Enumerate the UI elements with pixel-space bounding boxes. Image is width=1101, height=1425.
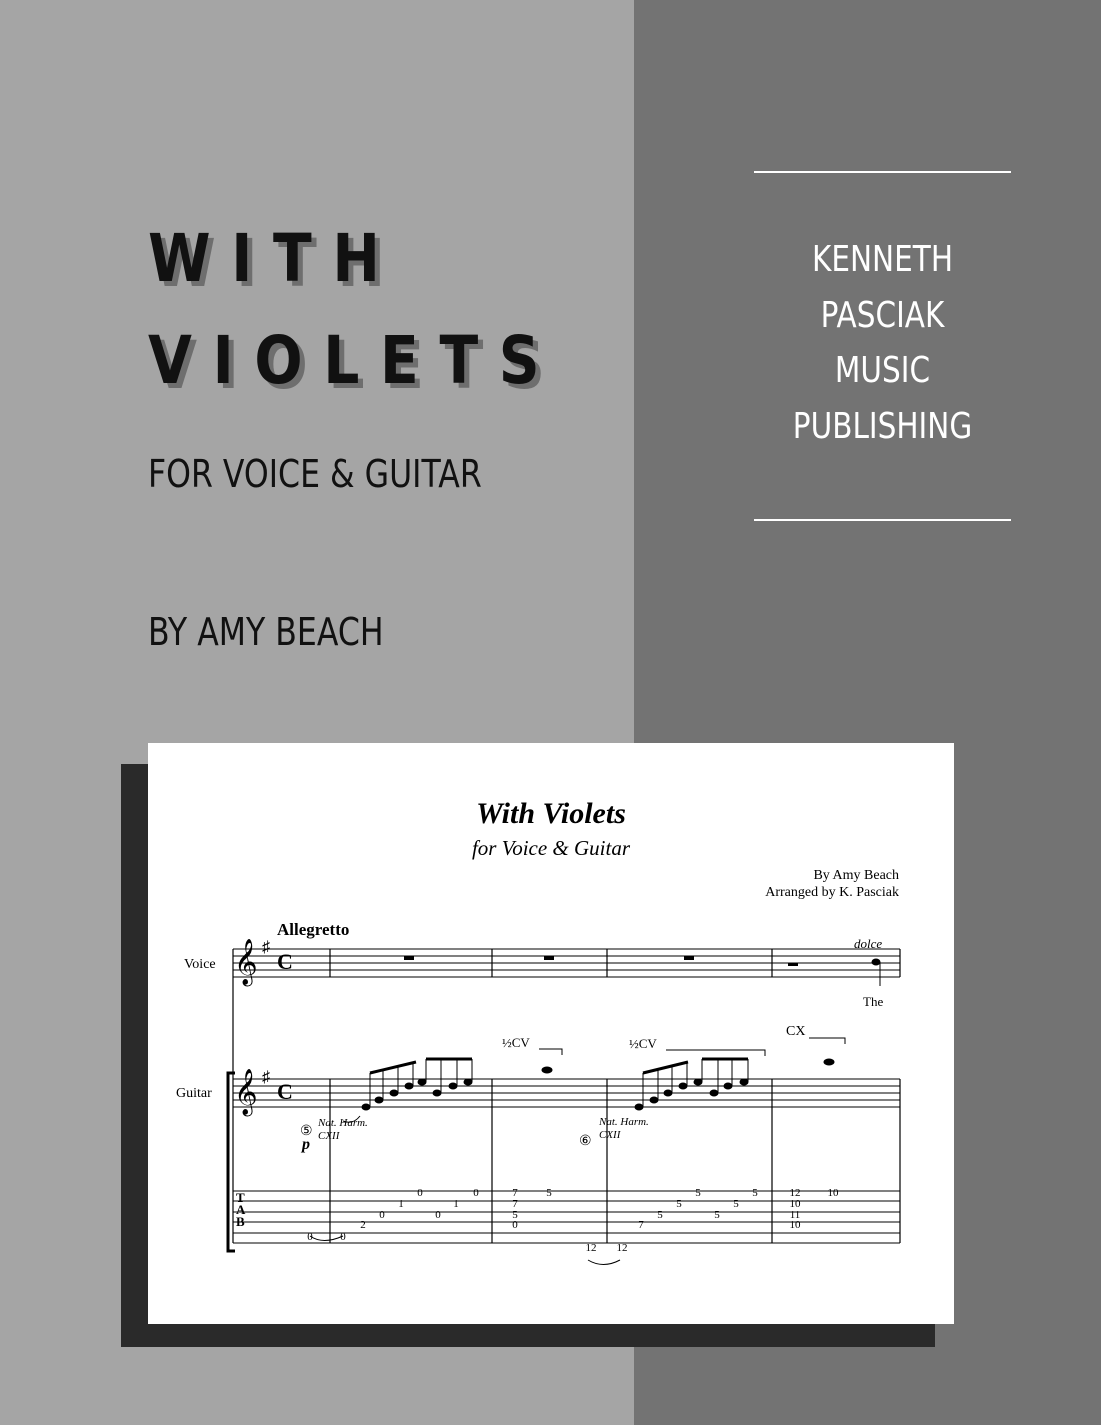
guitar-key-sharp: ♯	[262, 1069, 270, 1086]
barre-brackets	[539, 1038, 845, 1056]
publisher-name	[777, 232, 988, 454]
score-arranger-credit: Arranged by K. Pasciak	[765, 885, 899, 900]
svg-text:0: 0	[512, 1219, 518, 1231]
top-divider	[754, 171, 1011, 173]
voice-key-sharp: ♯	[262, 939, 270, 956]
voice-label: Voice	[184, 957, 216, 972]
tab-letter: B	[236, 1214, 245, 1229]
barre-marking-3: CX	[786, 1024, 806, 1039]
svg-text:11: 11	[789, 1209, 801, 1221]
dynamic-dolce: dolce	[854, 936, 883, 951]
guitar-staff	[233, 1079, 900, 1107]
voice-common-time: C	[277, 949, 293, 974]
score-composer-credit: By Amy Beach	[813, 868, 899, 883]
score-subtitle: for Voice & Guitar	[471, 836, 631, 860]
svg-text:1: 1	[453, 1198, 459, 1210]
bottom-divider	[754, 519, 1011, 521]
tab-numbers	[307, 1187, 839, 1254]
svg-text:10: 10	[827, 1187, 839, 1199]
string-six-indicator: ⑥	[579, 1134, 592, 1149]
guitar-label: Guitar	[176, 1086, 212, 1101]
harmonic-marking-2: Nat. Harm.	[599, 1116, 649, 1128]
tempo-marking: Allegretto	[277, 920, 350, 939]
svg-text:7: 7	[512, 1187, 518, 1199]
svg-text:10: 10	[789, 1198, 801, 1210]
voice-staff	[233, 949, 900, 977]
svg-text:2: 2	[360, 1219, 366, 1231]
publisher-line: PASCIAK	[820, 294, 945, 336]
cover-title-line-1: WITH	[148, 220, 401, 297]
svg-text:5: 5	[657, 1209, 663, 1221]
voice-rests	[404, 956, 798, 966]
cover-subtitle: FOR VOICE & GUITAR	[148, 452, 482, 496]
barre-marking-1: ½CV	[502, 1035, 530, 1050]
beams	[370, 1059, 748, 1073]
string-five-indicator: ⑤	[300, 1124, 313, 1139]
svg-text:5: 5	[733, 1198, 739, 1210]
tab-letter: T	[236, 1190, 245, 1205]
cover-title-line-2: VIOLETS	[148, 322, 561, 399]
ties	[310, 1116, 620, 1265]
harmonic-marking-1: Nat. Harm.	[318, 1117, 368, 1129]
svg-text:0: 0	[435, 1209, 441, 1221]
guitar-treble-clef: 𝄞	[234, 1069, 258, 1114]
svg-text:0: 0	[307, 1231, 313, 1243]
svg-text:0: 0	[417, 1187, 423, 1199]
publisher-line: PUBLISHING	[792, 405, 973, 447]
svg-text:7: 7	[512, 1198, 518, 1210]
svg-text:5: 5	[676, 1198, 682, 1210]
music-notation	[148, 743, 954, 1324]
tab-clef	[236, 1192, 245, 1228]
cover-byline: BY AMY BEACH	[148, 610, 384, 654]
harmonic-position-1: CXII	[318, 1130, 340, 1142]
svg-text:1: 1	[398, 1198, 404, 1210]
score-preview-card	[148, 743, 954, 1324]
svg-text:0: 0	[340, 1231, 346, 1243]
lyric-word: The	[863, 994, 884, 1009]
svg-text:12: 12	[616, 1242, 628, 1254]
svg-text:7: 7	[638, 1219, 644, 1231]
voice-treble-clef: 𝄞	[234, 939, 258, 984]
svg-text:10: 10	[789, 1219, 801, 1231]
tab-letter: A	[236, 1202, 246, 1217]
guitar-common-time: C	[277, 1079, 293, 1104]
barre-marking-2: ½CV	[629, 1036, 657, 1051]
svg-text:5: 5	[752, 1187, 758, 1199]
harmonic-position-2: CXII	[599, 1129, 621, 1141]
svg-text:5: 5	[546, 1187, 552, 1199]
publisher-line: KENNETH	[811, 239, 954, 280]
svg-text:5: 5	[512, 1209, 518, 1221]
svg-text:12: 12	[585, 1242, 597, 1254]
svg-text:0: 0	[379, 1209, 385, 1221]
svg-text:5: 5	[714, 1209, 720, 1221]
svg-text:0: 0	[473, 1187, 479, 1199]
dynamic-piano: p	[302, 1136, 310, 1153]
publisher-line: MUSIC	[834, 350, 931, 391]
svg-text:12: 12	[789, 1187, 801, 1199]
svg-text:5: 5	[695, 1187, 701, 1199]
score-title: With Violets	[476, 797, 626, 830]
